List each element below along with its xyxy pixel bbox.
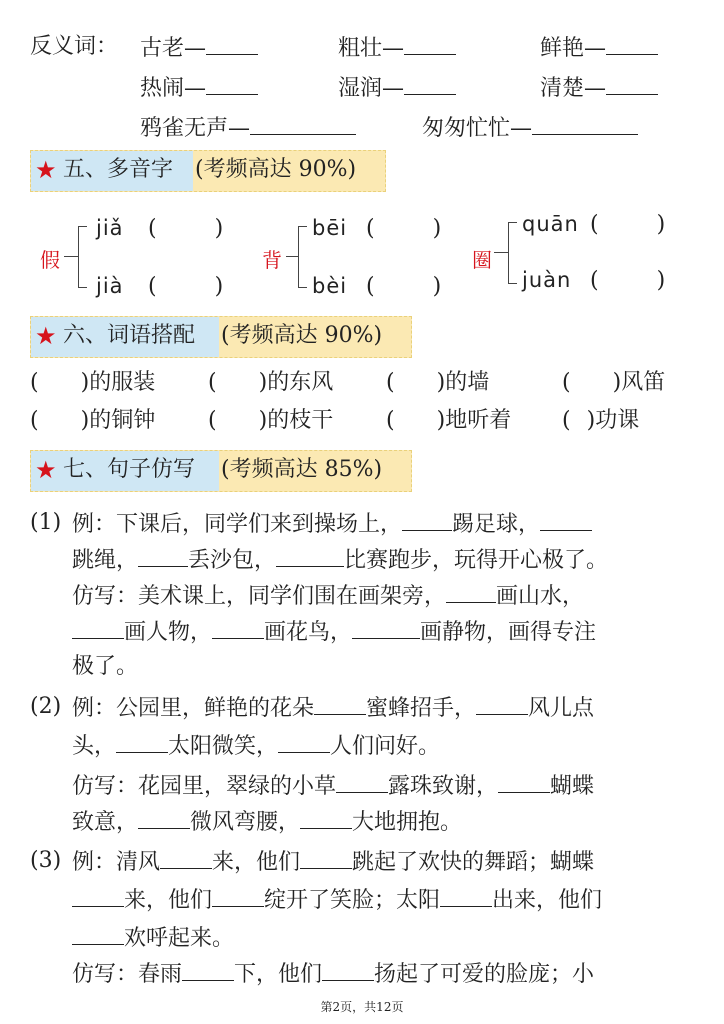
pinyin-reading: juàn <box>522 268 572 292</box>
answer-blank[interactable] <box>212 616 264 639</box>
answer-blank[interactable] <box>300 846 352 869</box>
answer-blank[interactable] <box>476 692 528 715</box>
answer-blank[interactable] <box>540 508 592 531</box>
antonym-item: 热闹— <box>140 72 258 104</box>
polyphonic-char: 背 <box>262 248 282 272</box>
question-line: 画人物， 画花鸟， 画静物，画得专注 <box>72 616 596 648</box>
question-number: (3) <box>30 848 62 873</box>
answer-paren[interactable]: ( ) <box>590 268 666 293</box>
section-title: 五、多音字 <box>63 157 174 182</box>
answer-blank[interactable] <box>276 544 344 567</box>
answer-paren[interactable]: ( ) <box>366 274 442 299</box>
star-icon: ★ <box>35 156 57 184</box>
question-line: 跳绳， 丢沙包， 比赛跑步，玩得开心极了。 <box>72 544 608 576</box>
answer-blank[interactable] <box>206 72 258 95</box>
answer-paren[interactable]: ( ) <box>590 212 666 237</box>
pinyin-reading: bēi <box>312 216 348 240</box>
answer-blank[interactable] <box>72 884 124 907</box>
answer-blank[interactable] <box>250 112 356 135</box>
answer-blank[interactable] <box>72 616 124 639</box>
answer-blank[interactable] <box>606 72 658 95</box>
antonym-item: 鲜艳— <box>540 32 658 64</box>
page-footer: 第2页，共12页 <box>320 1000 404 1014</box>
question-number: (1) <box>30 510 62 535</box>
answer-blank[interactable] <box>532 112 638 135</box>
question-line: 仿写：美术课上，同学们围在画架旁， 画山水， <box>72 580 584 612</box>
section-title: 六、词语搭配 <box>63 323 196 348</box>
question-line: 仿写：春雨 下，他们 扬起了可爱的脸庞；小 <box>72 958 594 990</box>
section-5-banner <box>30 150 386 192</box>
answer-blank[interactable] <box>404 72 456 95</box>
antonym-label: 反义词： <box>30 34 119 59</box>
answer-blank[interactable] <box>160 846 212 869</box>
section-title: 七、句子仿写 <box>63 457 196 482</box>
answer-blank[interactable] <box>498 770 550 793</box>
answer-blank[interactable] <box>278 730 330 753</box>
question-line: 例：清风 来，他们 跳起了欢快的舞蹈；蝴蝶 <box>72 846 594 878</box>
pinyin-reading: jià <box>96 274 124 298</box>
section-7-banner <box>30 450 412 492</box>
pinyin-reading: jiǎ <box>96 216 124 240</box>
pinyin-reading: quān <box>522 212 579 236</box>
pinyin-reading: bèi <box>312 274 348 298</box>
question-number: (2) <box>30 694 62 719</box>
answer-paren[interactable]: ( ) <box>148 274 224 299</box>
question-line: 头， 太阳微笑， 人们问好。 <box>72 730 440 762</box>
answer-blank[interactable] <box>300 806 352 829</box>
answer-paren[interactable]: ( ) <box>366 216 442 241</box>
answer-blank[interactable] <box>352 616 420 639</box>
match-item[interactable]: ( )风笛 <box>562 370 666 395</box>
antonym-item: 湿润— <box>338 72 456 104</box>
polyphonic-char: 圈 <box>472 248 492 272</box>
question-line: 致意， 微风弯腰， 大地拥抱。 <box>72 806 462 838</box>
answer-blank[interactable] <box>606 32 658 55</box>
answer-paren[interactable]: ( ) <box>148 216 224 241</box>
star-icon: ★ <box>35 456 57 484</box>
answer-blank[interactable] <box>182 958 234 981</box>
antonym-item: 粗壮— <box>338 32 456 64</box>
answer-blank[interactable] <box>322 958 374 981</box>
match-item[interactable]: ( )功课 <box>562 408 640 433</box>
polyphonic-char: 假 <box>40 248 60 272</box>
question-line: 例：公园里，鲜艳的花朵 蜜蜂招手， 风儿点 <box>72 692 594 724</box>
question-line: 仿写：花园里，翠绿的小草 露珠致谢， 蝴蝶 <box>72 770 594 802</box>
frequency-note: (考频高达 90%) <box>195 157 357 182</box>
question-line: 极了。 <box>72 654 139 679</box>
answer-blank[interactable] <box>116 730 168 753</box>
question-line: 来，他们 绽开了笑脸；太阳 出来，他们 <box>72 884 602 916</box>
answer-blank[interactable] <box>206 32 258 55</box>
match-item[interactable]: ( )的东风 <box>208 370 334 395</box>
match-item[interactable]: ( )的服装 <box>30 370 156 395</box>
answer-blank[interactable] <box>440 884 492 907</box>
antonym-item: 古老— <box>140 32 258 64</box>
match-item[interactable]: ( )的枝干 <box>208 408 334 433</box>
match-item[interactable]: ( )的铜钟 <box>30 408 156 433</box>
answer-blank[interactable] <box>314 692 366 715</box>
answer-blank[interactable] <box>404 32 456 55</box>
question-line: 欢呼起来。 <box>72 922 234 954</box>
frequency-note: (考频高达 90%) <box>221 323 383 348</box>
answer-blank[interactable] <box>72 922 124 945</box>
match-item[interactable]: ( )地听着 <box>386 408 512 433</box>
frequency-note: (考频高达 85%) <box>221 457 383 482</box>
match-item[interactable]: ( )的墙 <box>386 370 490 395</box>
answer-blank[interactable] <box>212 884 264 907</box>
star-icon: ★ <box>35 322 57 350</box>
answer-blank[interactable] <box>446 580 496 603</box>
question-line: 例：下课后，同学们来到操场上， 踢足球， <box>72 508 592 540</box>
antonym-item: 鸦雀无声— <box>140 112 356 144</box>
antonym-item: 匆匆忙忙— <box>422 112 638 144</box>
answer-blank[interactable] <box>402 508 452 531</box>
answer-blank[interactable] <box>138 806 190 829</box>
answer-blank[interactable] <box>138 544 188 567</box>
antonym-item: 清楚— <box>540 72 658 104</box>
answer-blank[interactable] <box>336 770 388 793</box>
section-6-banner <box>30 316 412 358</box>
